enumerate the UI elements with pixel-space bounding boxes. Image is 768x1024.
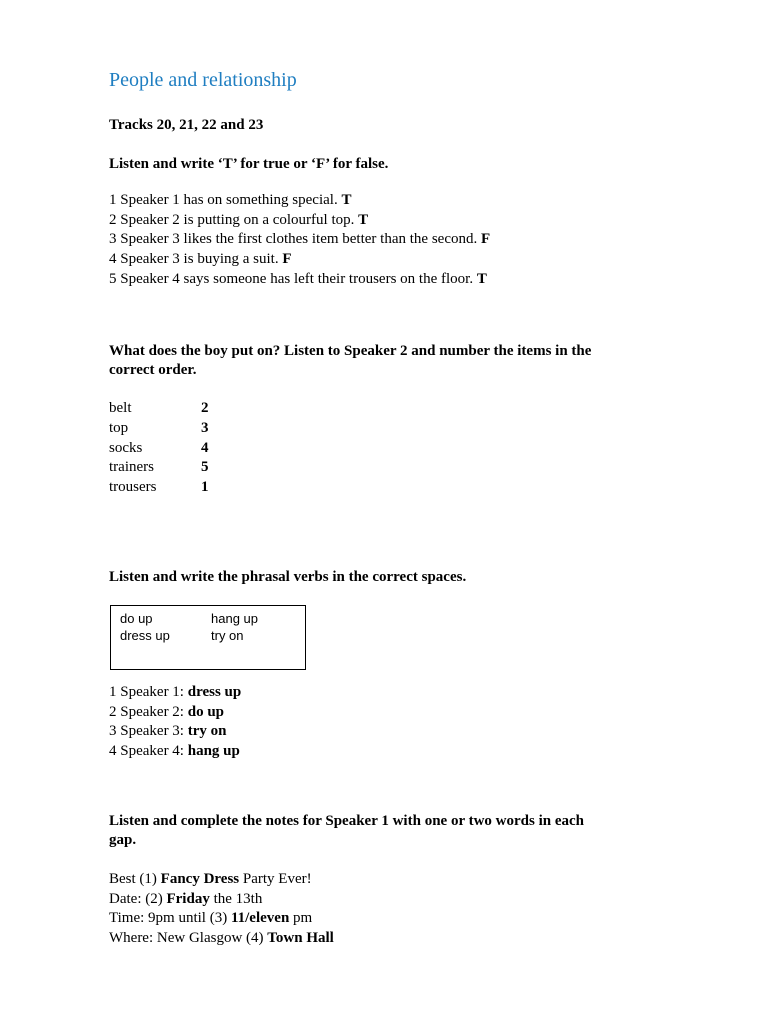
speaker-label: 4 Speaker 4: [109, 743, 188, 760]
note-text: pm [289, 910, 313, 927]
list-item [109, 399, 209, 419]
answer: Town Hall [267, 930, 334, 947]
word-box-item: try on [211, 628, 244, 643]
list-item [109, 722, 241, 742]
phrasal-verb-list [109, 683, 241, 762]
true-false-list [109, 191, 490, 289]
tracks-heading: Tracks 20, 21, 22 and 23 [109, 117, 264, 133]
instruction-line: gap. [109, 832, 137, 848]
list-item [109, 270, 490, 290]
item-name: trousers [109, 479, 157, 496]
list-item [109, 250, 490, 270]
answer: Fancy Dress [160, 871, 240, 887]
item-number: 1 [201, 479, 209, 496]
list-item [109, 419, 209, 439]
section1-instruction: Listen and write ‘T’ for true or ‘F’ for false. [109, 156, 389, 172]
note-text: Date: (2) [109, 890, 167, 907]
answer: dress up [187, 684, 242, 700]
speaker-label: 1 Speaker 1: [109, 684, 188, 700]
instruction-line: Listen and complete the notes for Speaker 1 with one or two words in each [109, 813, 584, 829]
page-title: People and relationship [109, 69, 297, 91]
answer: hang up [187, 743, 240, 760]
item-name: socks [109, 439, 143, 456]
word-box-item: hang up [211, 611, 258, 626]
section3-instruction: Listen and write the phrasal verbs in the correct spaces. [109, 569, 467, 585]
note-text: the 13th [209, 890, 263, 907]
answer: F [282, 251, 292, 268]
list-item [109, 211, 490, 231]
section2-instruction [109, 342, 591, 380]
statement-text: 4 Speaker 3 is buying a suit. [109, 251, 283, 268]
answer: F [480, 231, 491, 248]
speaker-label: 2 Speaker 2: [109, 703, 188, 720]
list-item [109, 191, 490, 211]
statement-text: 3 Speaker 3 likes the first clothes item better than the second. [109, 231, 481, 248]
instruction-line: What does the boy put on? Listen to Speaker 2 and number the items in the [109, 343, 592, 359]
answer: try on [187, 723, 227, 740]
statement-text: 5 Speaker 4 says someone has left their trousers on the floor. [109, 270, 477, 287]
answer: T [476, 270, 487, 287]
list-item [109, 683, 241, 703]
statement-text: 1 Speaker 1 has on something special. [109, 192, 342, 208]
item-number: 4 [201, 439, 209, 456]
list-item [109, 230, 490, 250]
note-text: Best (1) [109, 871, 161, 887]
note-line [109, 870, 334, 890]
item-number: 5 [201, 459, 209, 476]
note-line [109, 890, 334, 910]
answer: Friday [166, 890, 210, 907]
answer: do up [187, 703, 225, 720]
section4-instruction [109, 812, 584, 850]
list-item [109, 458, 209, 478]
speaker-label: 3 Speaker 3: [109, 723, 188, 740]
answer: T [358, 211, 369, 228]
note-line [109, 929, 334, 949]
list-item [109, 703, 241, 723]
answer: T [341, 192, 352, 208]
word-box [110, 605, 306, 670]
item-name: belt [109, 400, 132, 416]
order-list [109, 399, 209, 498]
list-item [109, 742, 241, 762]
statement-text: 2 Speaker 2 is putting on a colourful top. [109, 211, 359, 228]
item-name: trainers [109, 459, 154, 476]
item-number: 2 [201, 400, 209, 416]
note-text: Party Ever! [239, 871, 312, 887]
word-box-item: dress up [120, 628, 170, 643]
item-name: top [109, 419, 129, 436]
notes-list [109, 870, 334, 949]
answer: 11/eleven [230, 910, 290, 927]
note-text: Time: 9pm until (3) [109, 910, 231, 927]
list-item [109, 478, 209, 498]
instruction-line: correct order. [109, 362, 197, 378]
item-number: 3 [201, 419, 209, 436]
note-line [109, 909, 334, 929]
list-item [109, 439, 209, 459]
note-text: Where: New Glasgow (4) [109, 930, 268, 947]
word-box-item: do up [120, 611, 153, 626]
